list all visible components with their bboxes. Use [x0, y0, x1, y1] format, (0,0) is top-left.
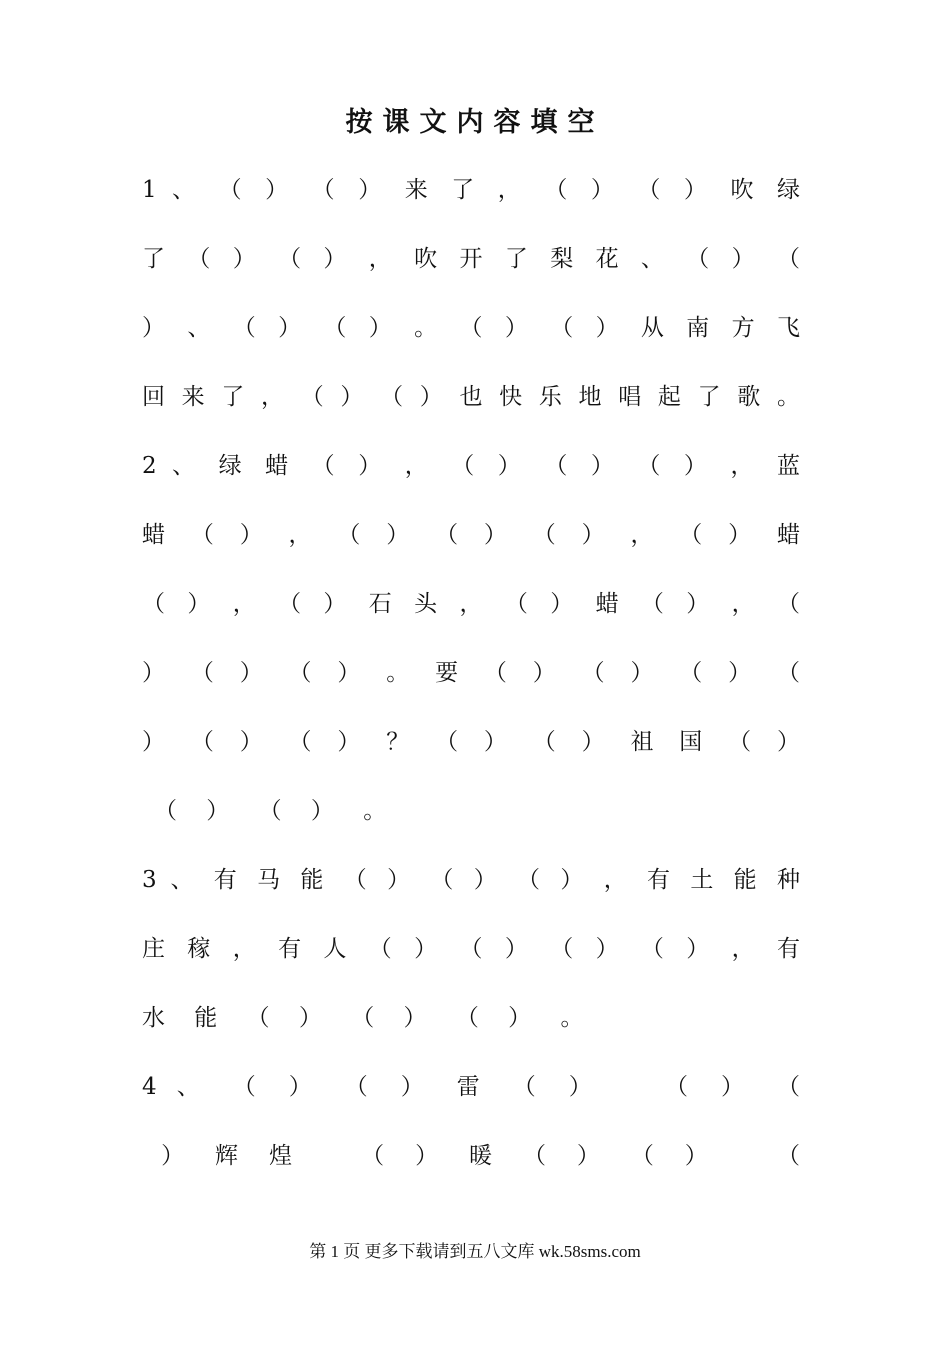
exercise-line: ） 、 （ ） （ ） 。 （ ） （ ） 从 南 方 飞	[142, 315, 800, 341]
exercise-line: （ ） ， （ ） 石 头 ， （ ） 蜡 （ ） ， （	[142, 591, 800, 617]
exercise-line: 回 来 了 ， （ ） （ ） 也 快 乐 地 唱 起 了 歌 。	[142, 384, 800, 410]
exercise-line: ） （ ） （ ） ？ （ ） （ ） 祖 国 （ ）	[142, 729, 800, 755]
exercise-line: ） 辉 煌 （ ） 暖 （ ） （ ） （	[142, 1143, 800, 1169]
exercise-line: 蜡 （ ） ， （ ） （ ） （ ） ， （ ） 蜡	[142, 522, 800, 548]
exercise-line: 水 能 （ ） （ ） （ ） 。	[142, 1005, 584, 1031]
exercise-line: 2 、 绿 蜡 （ ） ， （ ） （ ） （ ） ， 蓝	[142, 453, 800, 479]
page-footer: 第 1 页 更多下载请到五八文库 wk.58sms.com	[309, 1242, 641, 1261]
exercise-line: （ ） （ ） 。	[154, 798, 387, 824]
fill-in-exercise	[142, 156, 800, 1191]
page-title: 按课文内容填空	[345, 107, 605, 138]
exercise-line: 4 、 （ ） （ ） 雷 （ ） （ ） （	[142, 1074, 800, 1100]
exercise-line: 1 、 （ ） （ ） 来 了 ， （ ） （ ） 吹 绿	[142, 177, 800, 203]
exercise-line: ） （ ） （ ） 。 要 （ ） （ ） （ ） （	[142, 660, 800, 686]
exercise-line: 庄 稼 ， 有 人 （ ） （ ） （ ） （ ） ， 有	[142, 936, 800, 962]
exercise-line: 3 、 有 马 能 （ ） （ ） （ ） ， 有 土 能 种	[142, 867, 800, 893]
exercise-line: 了 （ ） （ ） ， 吹 开 了 梨 花 、 （ ） （	[142, 246, 800, 272]
